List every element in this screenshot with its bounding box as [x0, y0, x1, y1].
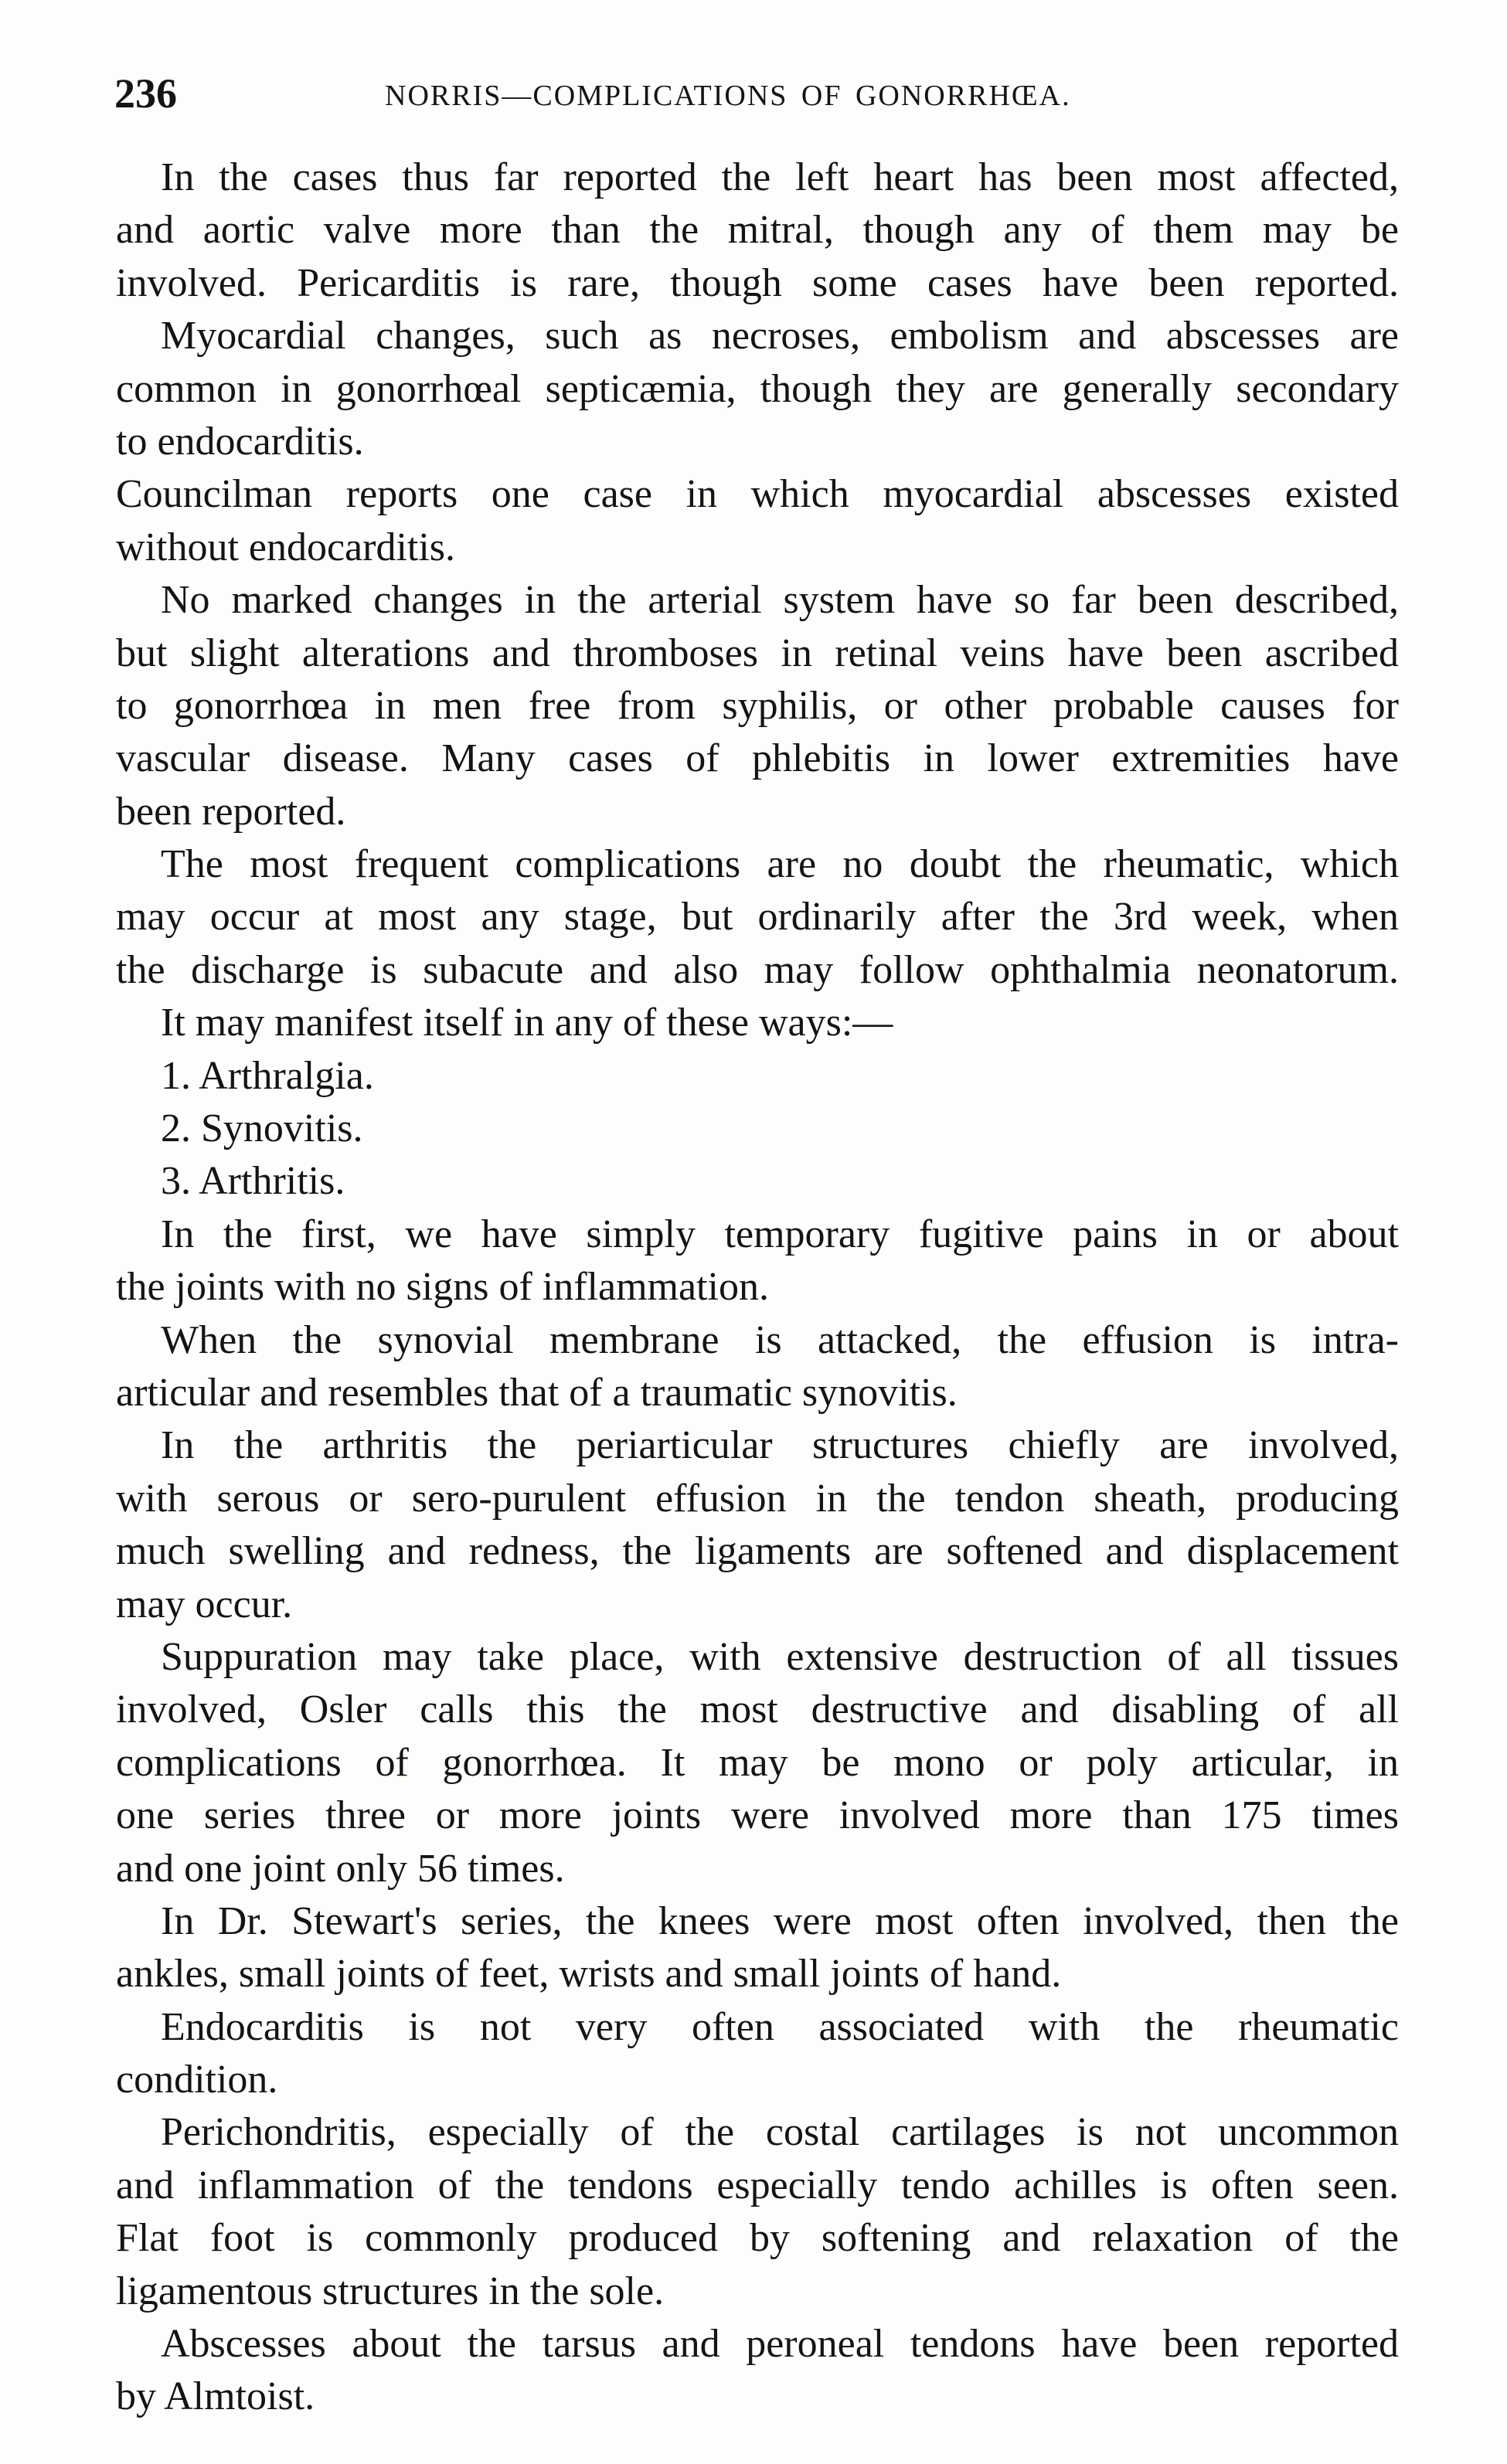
text-line: involved, Osler calls this the most destructive and disabling of all: [116, 1687, 1399, 1732]
text-line: Perichondritis, especially of the costal cartilages is not uncommon: [161, 2110, 1399, 2155]
text-line: the joints with no signs of inflammation.: [116, 1265, 769, 1310]
text-line: ankles, small joints of feet, wrists and small joints of hand.: [116, 1952, 1062, 1997]
text-line: to endocarditis.: [116, 419, 364, 464]
text-line: Suppuration may take place, with extensive destruction of all tissues: [161, 1634, 1399, 1679]
text-line: complications of gonorrhœa. It may be mono or poly articular, in: [116, 1740, 1399, 1785]
text-line: In the first, we have simply temporary fugitive pains in or about: [161, 1212, 1399, 1256]
text-line: without endocarditis.: [116, 525, 456, 569]
text-line: The most frequent complications are no doubt the rheumatic, which: [161, 842, 1399, 887]
text-line: with serous or sero-purulent effusion in the tendon sheath, producing: [116, 1476, 1399, 1521]
text-line: but slight alterations and thromboses in retinal veins have been ascribed: [116, 630, 1399, 675]
list-item: 2. Synovitis.: [161, 1106, 363, 1151]
text-line: No marked changes in the arterial system have so far been described,: [161, 578, 1399, 623]
text-line: and inflammation of the tendons especially tendo achilles is often seen.: [116, 2163, 1399, 2207]
text-line: may occur.: [116, 1582, 293, 1626]
body-text: [116, 151, 1399, 2424]
list-item: 3. Arthritis.: [161, 1159, 345, 1204]
text-line: In Dr. Stewart's series, the knees were most often involved, then the: [161, 1898, 1399, 1943]
text-line: Abscesses about the tarsus and peroneal tendons have been reported: [161, 2322, 1399, 2367]
text-line: ligamentous structures in the sole.: [116, 2269, 665, 2313]
text-line: to gonorrhœa in men free from syphilis, or other probable causes for: [116, 683, 1399, 728]
text-line: Councilman reports one case in which myocardial abscesses existed: [116, 472, 1399, 517]
text-line: When the synovial membrane is attacked, the effusion is intra-: [161, 1317, 1399, 1362]
text-line: Flat foot is commonly produced by softening and relaxation of the: [116, 2216, 1399, 2261]
text-line: may occur at most any stage, but ordinarily after the 3rd week, when: [116, 895, 1399, 940]
page-number: 236: [114, 70, 177, 117]
text-line: the discharge is subacute and also may follow ophthalmia neonatorum.: [116, 947, 1399, 992]
text-line: and one joint only 56 times.: [116, 1846, 565, 1891]
text-line: It may manifest itself in any of these ways:—: [161, 1001, 893, 1045]
text-line: and aortic valve more than the mitral, though any of them may be: [116, 208, 1399, 253]
text-line: been reported.: [116, 789, 346, 834]
text-line: Myocardial changes, such as necroses, embolism and abscesses are: [161, 314, 1399, 359]
running-head: NORRIS—COMPLICATIONS OF GONORRHŒA.: [385, 80, 1071, 112]
text-line: one series three or more joints were involved more than 175 times: [116, 1793, 1399, 1838]
text-line: involved. Pericarditis is rare, though some cases have been reported.: [116, 260, 1399, 305]
text-line: much swelling and redness, the ligaments are softened and displacement: [116, 1529, 1399, 1574]
text-line: condition.: [116, 2058, 278, 2102]
text-line: vascular disease. Many cases of phlebitis in lower extremities have: [116, 736, 1399, 781]
text-line: In the arthritis the periarticular structures chiefly are involved,: [161, 1423, 1399, 1468]
text-line: articular and resembles that of a traumatic synovitis.: [116, 1370, 958, 1415]
list-item: 1. Arthralgia.: [161, 1053, 374, 1098]
text-line: In the cases thus far reported the left heart has been most affected,: [161, 155, 1399, 199]
text-line: Endocarditis is not very often associated with the rheumatic: [161, 2004, 1399, 2049]
text-line: by Almtoist.: [116, 2374, 315, 2419]
page-header: [114, 65, 1397, 127]
text-line: common in gonorrhœal septicæmia, though they are generally secondary: [116, 366, 1399, 411]
